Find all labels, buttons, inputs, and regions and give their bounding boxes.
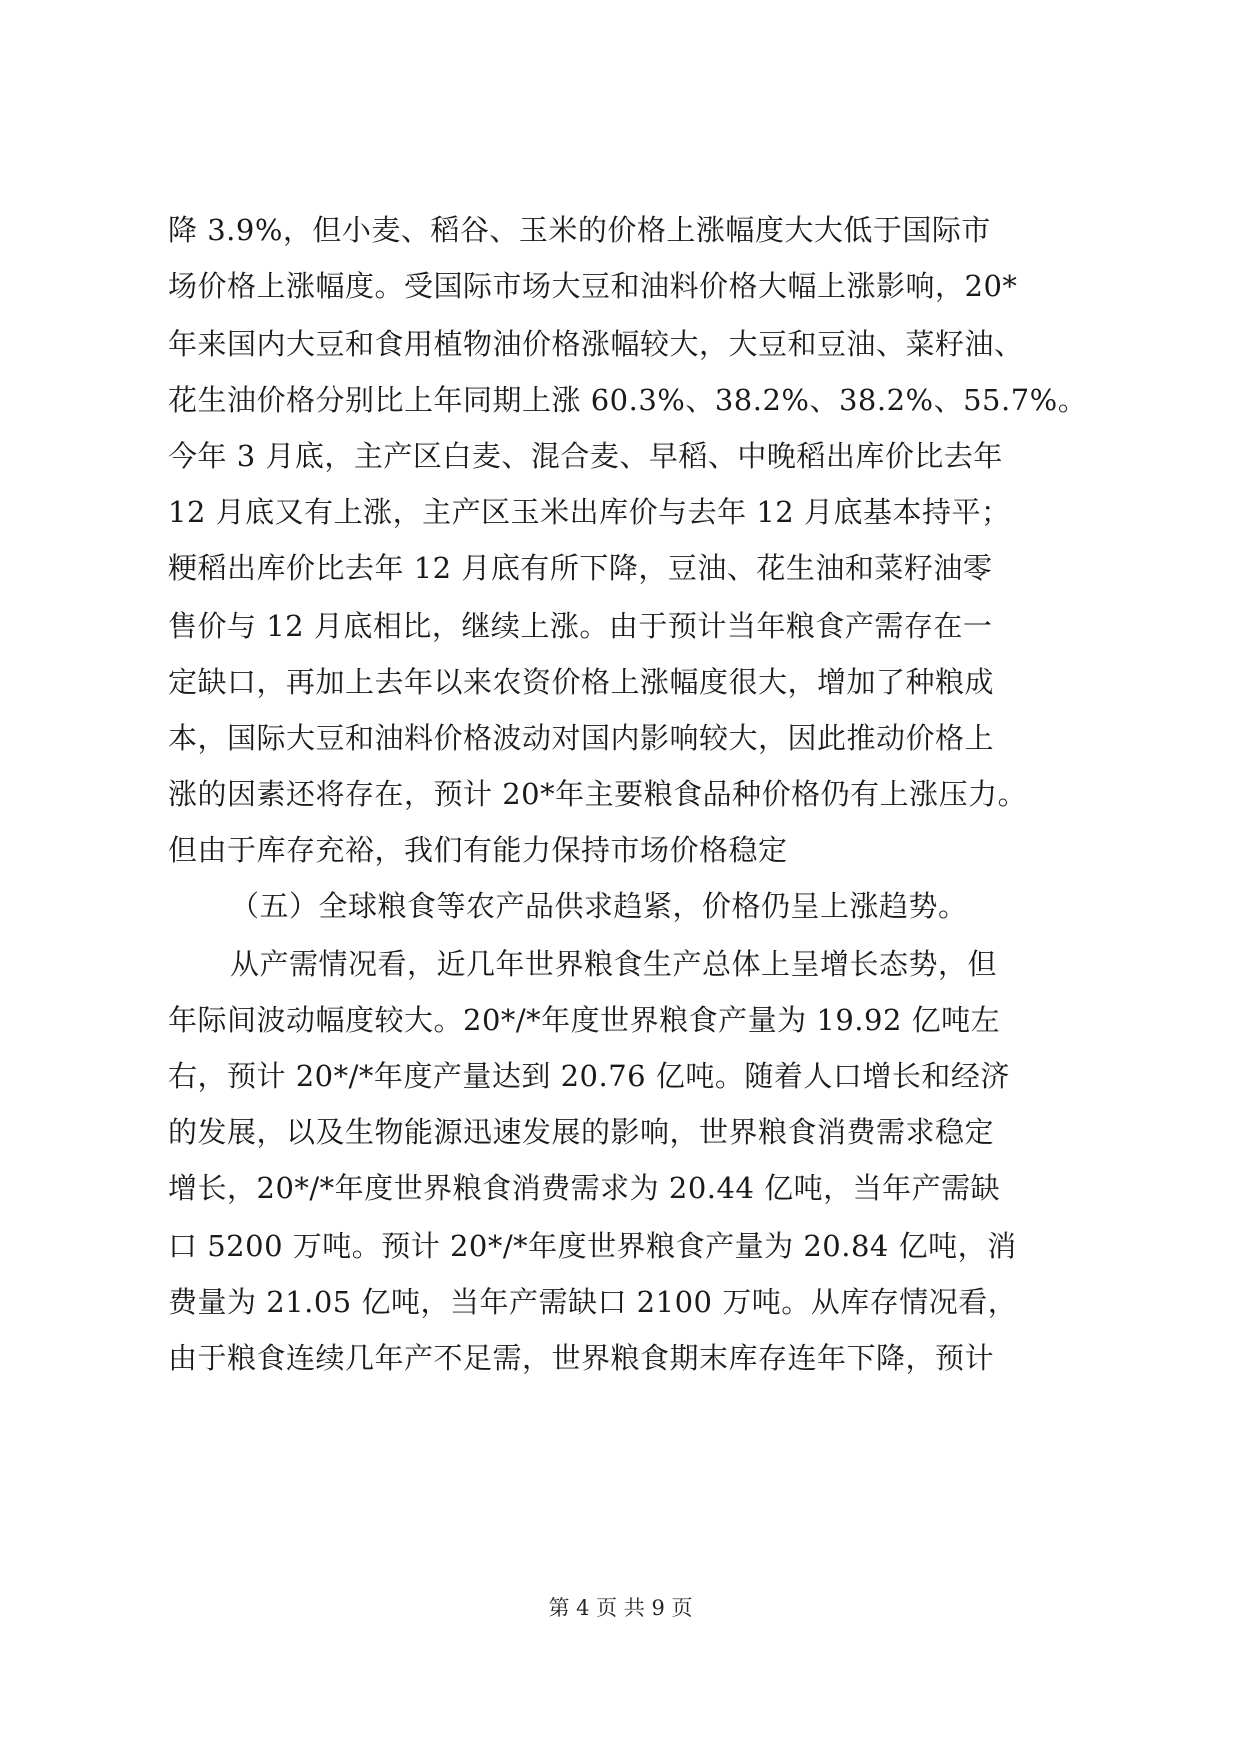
- body-text-line: 定缺口，再加上去年以来农资价格上涨幅度很大，增加了种粮成: [168, 665, 995, 699]
- body-text-line: 右，预计 20*/*年度产量达到 20.76 亿吨。随着人口增长和经济: [168, 1059, 1010, 1093]
- body-text-line: 但由于库存充裕，我们有能力保持市场价格稳定: [168, 833, 788, 867]
- body-text-line: 花生油价格分别比上年同期上涨 60.3%、38.2%、38.2%、55.7%。: [168, 383, 1088, 417]
- body-text-line: 场价格上涨幅度。受国际市场大豆和油料价格大幅上涨影响，20*: [168, 269, 1018, 303]
- body-text-line: 费量为 21.05 亿吨，当年产需缺口 2100 万吨。从库存情况看，: [168, 1285, 1018, 1319]
- section-heading: （五）全球粮食等农产品供求趋紧，价格仍呈上涨趋势。: [230, 889, 968, 923]
- body-text-line: 由于粮食连续几年产不足需，世界粮食期末库存连年下降，预计: [168, 1341, 995, 1375]
- body-text-line: 粳稻出库价比去年 12 月底有所下降，豆油、花生油和菜籽油零: [168, 551, 993, 585]
- body-text-line: 的发展，以及生物能源迅速发展的影响，世界粮食消费需求稳定: [168, 1115, 995, 1149]
- body-text-line: 口 5200 万吨。预计 20*/*年度世界粮食产量为 20.84 亿吨，消: [168, 1229, 1017, 1263]
- body-text-line: 今年 3 月底，主产区白麦、混合麦、早稻、中晚稻出库价比去年: [168, 439, 1003, 473]
- body-text-line: 12 月底又有上涨，主产区玉米出库价与去年 12 月底基本持平；: [168, 495, 1011, 529]
- body-text-line: 年际间波动幅度较大。20*/*年度世界粮食产量为 19.92 亿吨左: [168, 1003, 1001, 1037]
- body-text-line: 售价与 12 月底相比，继续上涨。由于预计当年粮食产需存在一: [168, 609, 993, 643]
- body-text-line: 本，国际大豆和油料价格波动对国内影响较大，因此推动价格上: [168, 721, 995, 755]
- body-text-line: 增长，20*/*年度世界粮食消费需求为 20.44 亿吨，当年产需缺: [168, 1171, 1001, 1205]
- body-text-line: 涨的因素还将存在，预计 20*年主要粮食品种价格仍有上涨压力。: [168, 777, 1028, 811]
- page-number-footer: 第 4 页 共 9 页: [548, 1596, 693, 1620]
- body-text-line: 年来国内大豆和食用植物油价格涨幅较大，大豆和豆油、菜籽油、: [168, 327, 1024, 361]
- paragraph-first-line: 从产需情况看，近几年世界粮食生产总体上呈增长态势，但: [230, 947, 998, 981]
- body-text-line: 降 3.9%，但小麦、稻谷、玉米的价格上涨幅度大大低于国际市: [168, 213, 991, 247]
